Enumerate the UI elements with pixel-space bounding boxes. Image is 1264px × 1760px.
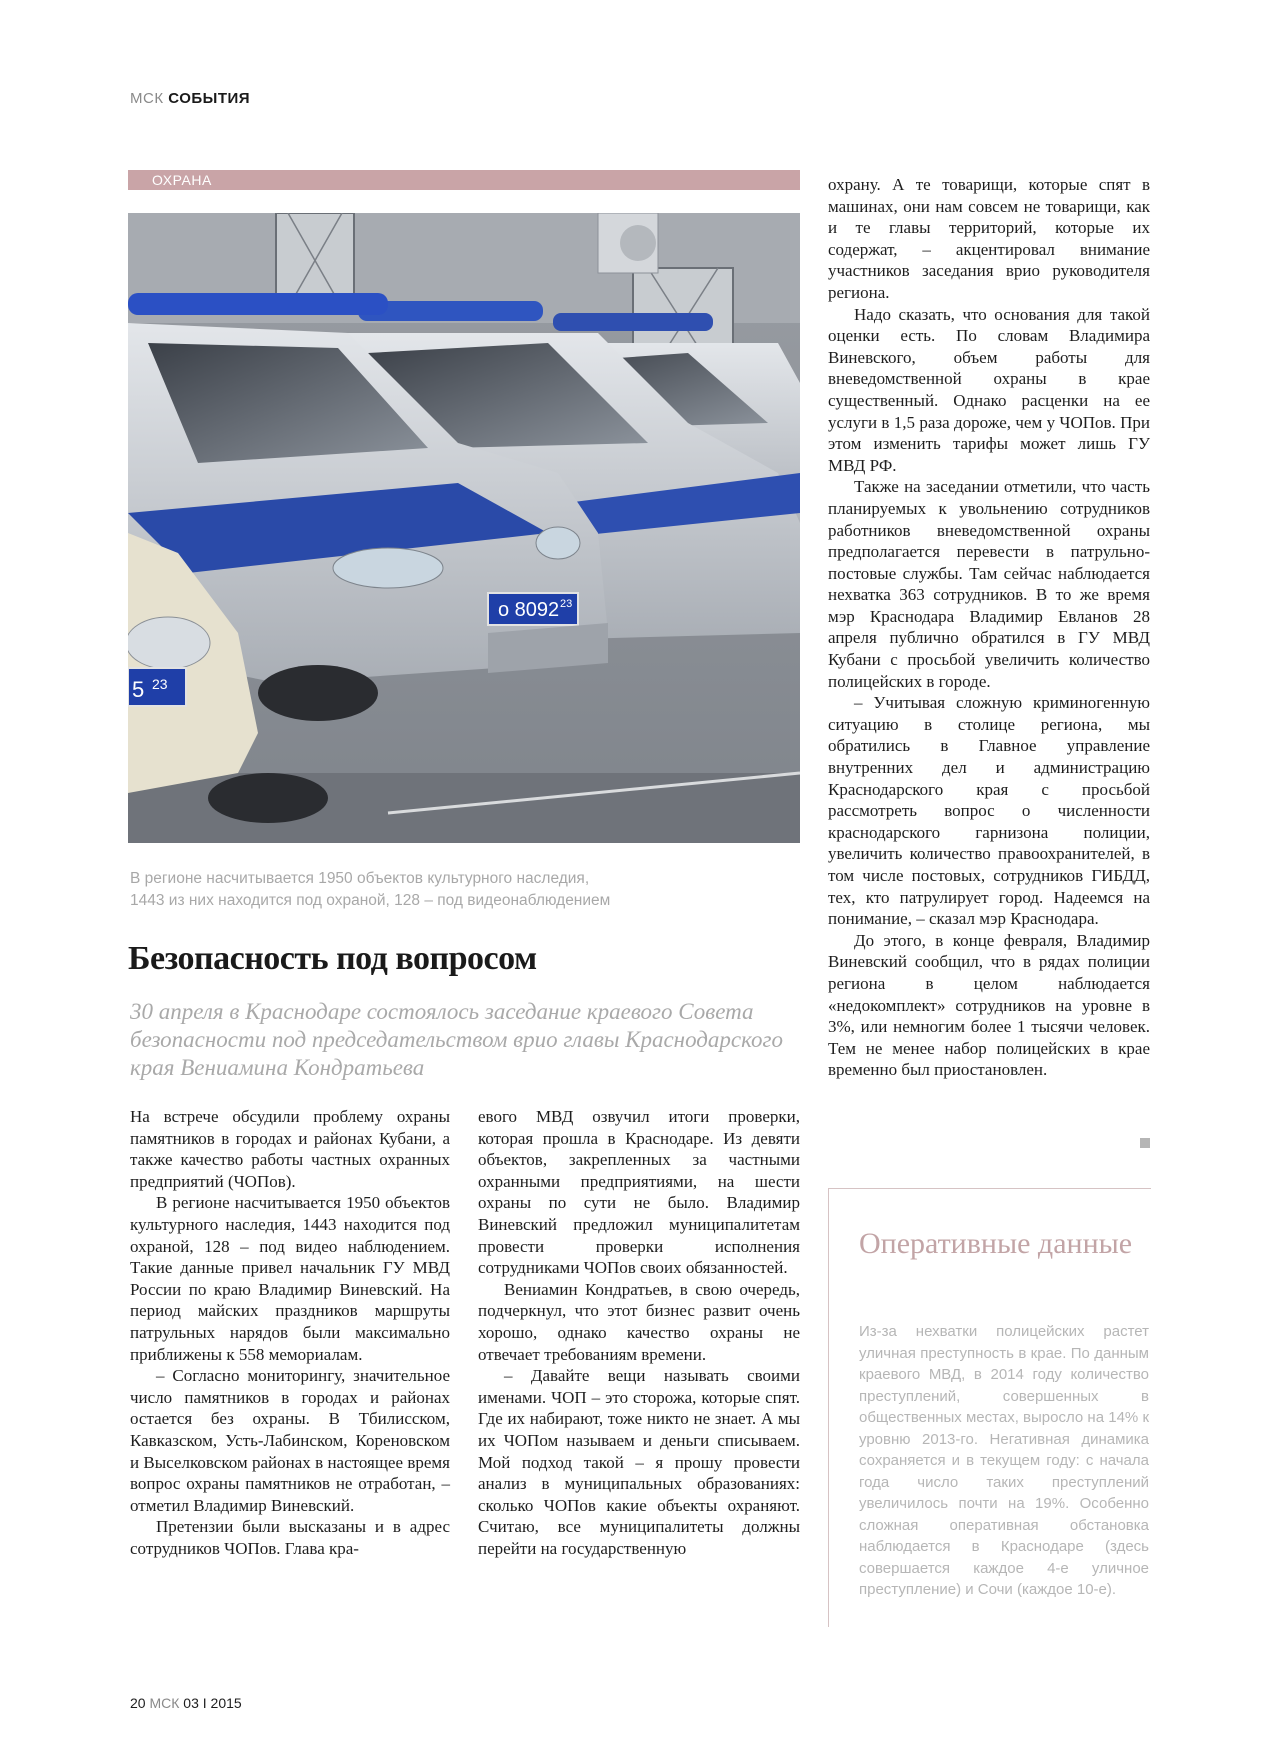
folio-separator: I	[202, 1695, 207, 1711]
rubric-label: ОХРАНА	[152, 172, 212, 188]
paragraph: – Учитывая сложную криминогенную ситуацию в столице региона, мы обратились в Главное управление внутренних дел и администрацию Краснодарского края с просьбой рассмотреть вопрос о численности краснодарского гарнизона полиции, увеличить количество правоохранителей, в том числе постовых, сотрудников ГИБДД, тех, кто патрулирует город. Надеемся на понимание, – сказал мэр Краснодара.	[828, 693, 1150, 929]
front-plate-region: 23	[560, 598, 573, 610]
sidebar-box	[828, 1188, 1151, 1627]
left-plate-region: 23	[152, 676, 168, 692]
paragraph: В регионе насчитывается 1950 объектов культурного наследия, 1443 находится под охраной, 128 – под видео наблюдением. Такие данные привел начальник ГУ МВД России по краю Владимир Виневский. На период майских праздников маршруты патрульных нарядов были максимально приближены к 558 мемориалам.	[130, 1193, 450, 1364]
running-header	[130, 90, 250, 107]
article-column-2	[478, 1106, 800, 1559]
photo-caption	[130, 868, 798, 912]
article-headline: Безопасность под вопросом	[128, 940, 537, 977]
sidebar-title: Оперативные данные	[859, 1227, 1133, 1260]
page-folio	[130, 1695, 242, 1711]
caption-line-2: 1443 из них находится под охраной, 128 – под видеонаблюдением	[130, 892, 611, 909]
article-column-3	[828, 174, 1150, 1081]
paragraph: охрану. А те товарищи, которые спят в машинах, они нам совсем не товарищи, как и те главы территорий, которые их содержат, – акцентировал внимание участников заседания врио руководителя региона.	[828, 175, 1150, 302]
paragraph: Также на заседании отметили, что часть планируемых к увольнению сотрудников работников вневедомственной охраны предполагается перевести в патрульно-постовые службы. Там сейчас наблюдается нехватка 363 сотрудников. В то же время мэр Краснодара Владимир Евланов 28 апреля публично обратился в ГУ МВД Кубани с просьбой увеличить количество полицейских в городе.	[828, 477, 1150, 691]
article-lead: 30 апреля в Краснодаре состоялось заседание краевого Совета безопасности под председательством врио главы Краснодарского края Вениамина Кондратьева	[130, 999, 783, 1080]
caption-line-1: В регионе насчитывается 1950 объектов культурного наследия,	[130, 870, 590, 887]
article-end-mark	[1140, 1138, 1150, 1148]
paragraph: – Давайте вещи называть своими именами. ЧОП – это сторожа, которые спят. Где их набирают, тоже никто не знает. А мы их ЧОПом называем и деньги списываем. Мой подход такой – я прошу провести анализ в муниципальных образованиях: сколько ЧОПов какие объекты охраняют. Считаю, все муниципалитеты должны перейти на государственную	[478, 1366, 800, 1558]
paragraph: Вениамин Кондратьев, в свою очередь, подчеркнул, что этот бизнес развит очень хорошо, однако качество охраны не отвечает требованиям времени.	[478, 1279, 800, 1364]
sidebar-text: Из-за нехватки полицейских растет уличная преступность в крае. По данным краевого МВД, в 2014 году количество преступлений, совершенных в общественных местах, выросло на 14% к уровню 2013-го. Негативная динамика сохраняется и в текущем году: с начала года число таких преступлений увеличилось почти на 19%. Особенно сложная оперативная обстановка наблюдается в Краснодаре (здесь совершается каждое 4-е уличное преступление) и Сочи (каждое 10-е).	[859, 1323, 1149, 1598]
folio-magazine: МСК	[149, 1695, 180, 1711]
section-name: СОБЫТИЯ	[168, 90, 251, 107]
paragraph: Претензии были высказаны и в адрес сотрудников ЧОПов. Глава кра-	[130, 1517, 450, 1558]
paragraph: – Согласно мониторингу, значительное число памятников в городах и районах остается без охраны. В Тбилисском, Кавказском, Усть-Лабинском, Кореновском и Выселковском районах в настоящее время вопрос охраны памятников не отработан, – отметил Владимир Виневский.	[130, 1366, 450, 1515]
front-plate-number: о 8092	[498, 599, 560, 621]
paragraph: На встрече обсудили проблему охраны памятников в городах и районах Кубани, а также качество работы частных охранных предприятий (ЧОПов).	[130, 1107, 450, 1191]
folio-year: 2015	[210, 1695, 242, 1711]
paragraph: евого МВД озвучил итоги проверки, которая прошла в Краснодаре. Из девяти объектов, закрепленных за частными охранными предприятиями, на шести охраны по сути не было. Владимир Виневский предложил муниципалитетам провести проверки исполнения сотрудниками ЧОПов своих обязанностей.	[478, 1107, 800, 1278]
police-cars-photo	[128, 213, 800, 843]
paragraph: Надо сказать, что основания для такой оценки есть. По словам Владимира Виневского, объем работы для вневедомственной охраны в крае существенный. Однако расценки на ее услуги в 1,5 раза дороже, чем у ЧОПов. При этом изменить тарифы может лишь ГУ МВД РФ.	[828, 304, 1150, 475]
rubric-bar	[128, 170, 800, 190]
page-number: 20	[130, 1695, 146, 1711]
paragraph: До этого, в конце февраля, Владимир Виневский сообщил, что в рядах полиции региона в целом наблюдается «недокомплект» сотрудников на уровне в 3%, или немногим более 1 тысячи человек. Тем не менее набор полицейских в крае временно был приостановлен.	[828, 930, 1150, 1080]
folio-issue: 03	[183, 1695, 199, 1711]
magazine-name: МСК	[130, 90, 164, 107]
left-plate-number: 5	[132, 677, 145, 702]
article-column-1	[130, 1106, 450, 1559]
